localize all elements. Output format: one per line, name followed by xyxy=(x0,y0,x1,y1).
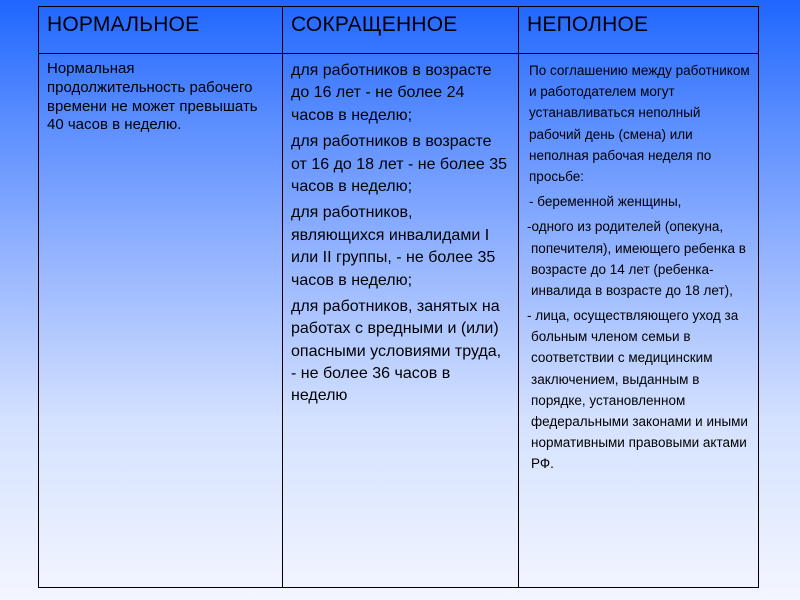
partial-intro: По соглашению между работником и работодателем могут устанавливаться неполный рабочий день (смена) или неполная рабочая неделя по просьбе: xyxy=(529,63,750,184)
partial-item-parent: -одного из родителей (опекуна, попечителя), имеющего ребенка в возрасте до 14 лет (ребенка-инвалида в возрасте до 18 лет), xyxy=(527,219,746,298)
partial-item-caregiver: - лица, осуществляющего уход за больным членом семьи в соответствии с медицинским заключением, выданным в порядке, установленном федеральными законами и иными нормативными правовыми актами РФ. xyxy=(527,308,748,472)
cell-normal xyxy=(39,54,283,588)
partial-item-pregnant: - беременной женщины, xyxy=(529,194,682,210)
header-normal: НОРМАЛЬНОЕ xyxy=(39,7,283,54)
reduced-item-disabled: для работников, являющихся инвалидами I или II группы, - не более 35 часов в неделю; xyxy=(291,204,496,289)
table-header-row xyxy=(39,7,759,54)
working-time-comparison-table xyxy=(38,6,759,588)
reduced-item-under-16: для работников в возрасте до 16 лет - не более 24 часов в неделю; xyxy=(291,62,492,124)
header-partial: НЕПОЛНОЕ xyxy=(519,7,759,54)
header-reduced: СОКРАЩЕННОЕ xyxy=(283,7,519,54)
normal-text: Нормальная продолжительность рабочего времени не может превышать 40 часов в неделю. xyxy=(47,60,258,134)
cell-partial xyxy=(519,54,759,588)
cell-reduced xyxy=(283,54,519,588)
table-body-row xyxy=(39,54,759,588)
reduced-item-16-to-18: для работников в возрасте от 16 до 18 лет - не более 35 часов в неделю; xyxy=(291,133,507,195)
reduced-item-hazardous: для работников, занятых на работах с вредными и (или) опасными условиями труда, - не более 36 часов в неделю xyxy=(291,297,502,405)
